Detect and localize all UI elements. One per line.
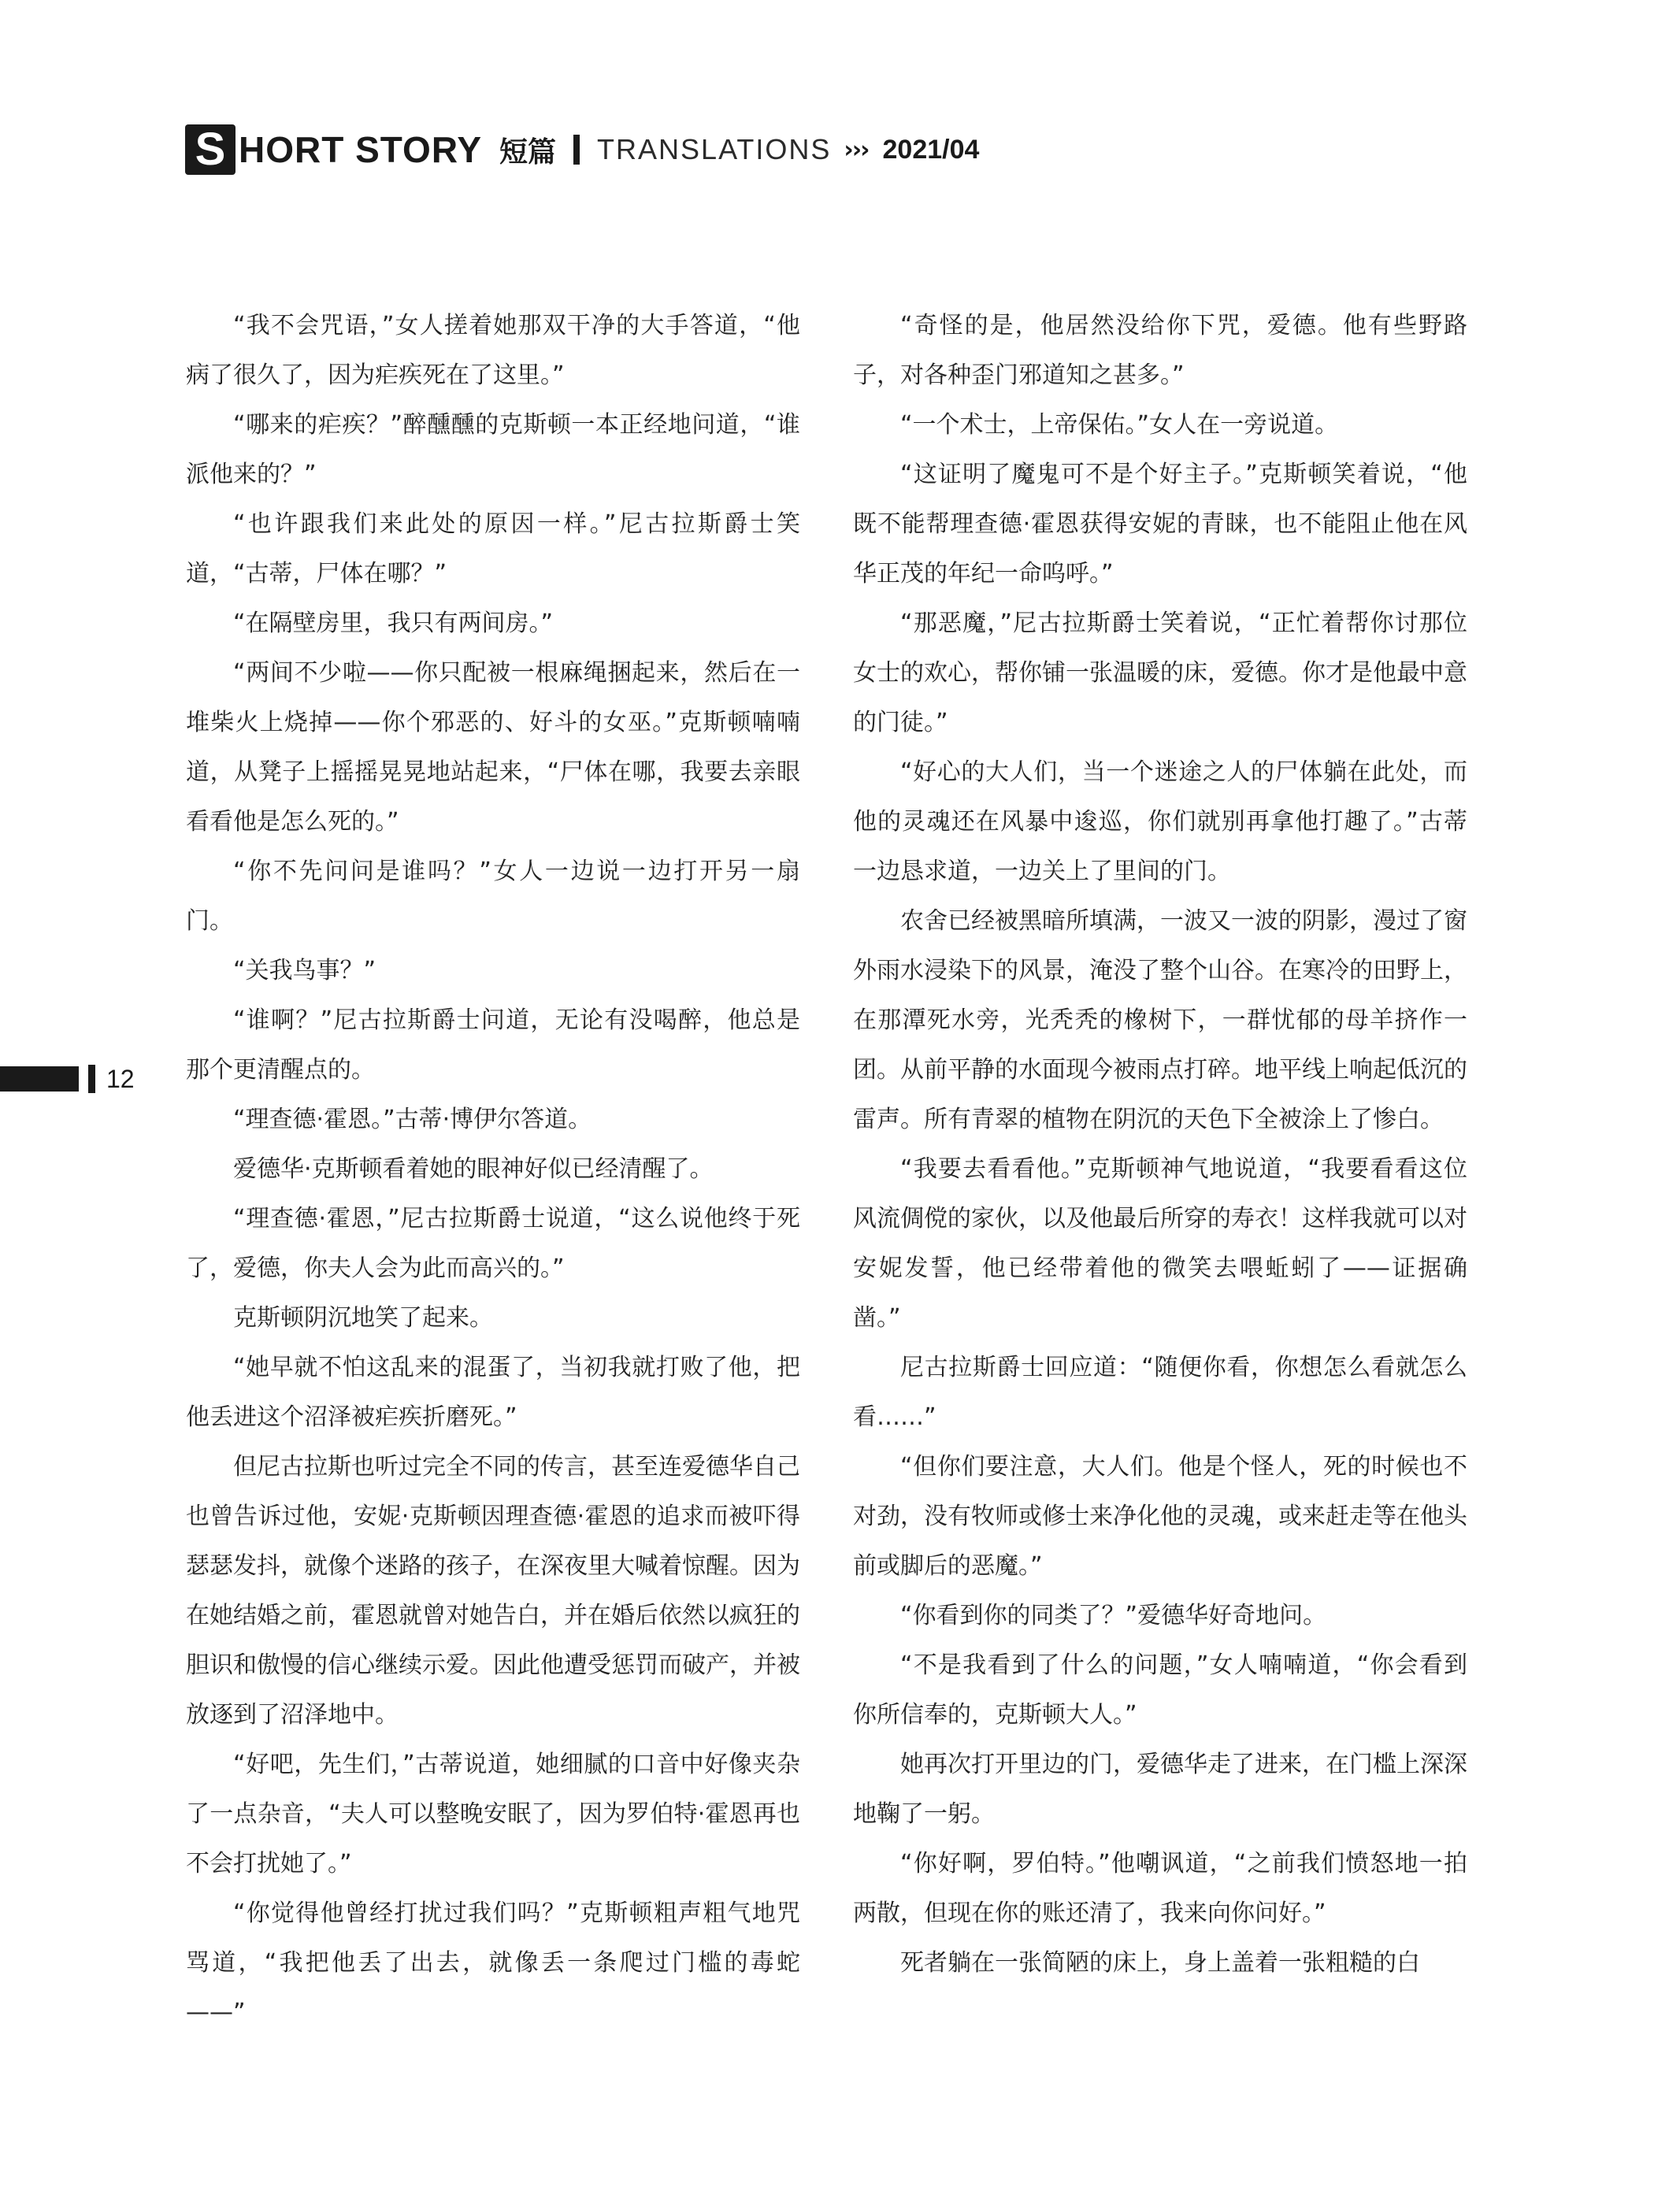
- paragraph: “她早就不怕这乱来的混蛋了，当初我就打败了他，把他丢进这个沼泽被疟疾折磨死。”: [186, 1354, 800, 1431]
- paragraph: “我要去看看他。”克斯顿神气地说道，“我要看看这位风流倜傥的家伙，以及他最后所穿的寿衣！这样我就可以对安妮发誓，他已经带着他的微笑去喂蚯蚓了——证据确凿。”: [853, 1155, 1467, 1332]
- text-column-right: [853, 301, 1467, 1988]
- paragraph: “哪来的疟疾？”醉醺醺的克斯顿一本正经地问道，“谁派他来的？”: [186, 411, 800, 488]
- paragraph: 死者躺在一张简陋的床上，身上盖着一张粗糙的白: [900, 1949, 1420, 1977]
- paragraph: “不是我看到了什么的问题，”女人喃喃道，“你会看到你所信奉的，克斯顿大人。”: [853, 1651, 1467, 1729]
- page-number-marker: [0, 1065, 135, 1093]
- paragraph: “奇怪的是，他居然没给你下咒，爱德。他有些野路子，对各种歪门邪道知之甚多。”: [853, 312, 1467, 389]
- paragraph: “那恶魔，”尼古拉斯爵士笑着说，“正忙着帮你讨那位女士的欢心，帮你铺一张温暖的床，爱德。你才是他最中意的门徒。”: [853, 610, 1467, 736]
- page-number: 12: [106, 1064, 135, 1093]
- paragraph: “两间不少啦——你只配被一根麻绳捆起来，然后在一堆柴火上烧掉——你个邪恶的、好斗的女巫。”克斯顿喃喃道，从凳子上摇摇晃晃地站起来，“尸体在哪，我要去亲眼看看他是怎么死的。”: [186, 659, 800, 836]
- page-marker-band: [0, 1066, 79, 1092]
- paragraph: “你看到你的同类了？”爱德华好奇地问。: [900, 1602, 1327, 1629]
- paragraph: “但你们要注意，大人们。他是个怪人，死的时候也不对劲，没有牧师或修士来净化他的灵魂，或来赶走等在他头前或脚后的恶魔。”: [853, 1453, 1467, 1580]
- paragraph: 但尼古拉斯也听过完全不同的传言，甚至连爱德华自己也曾告诉过他，安妮·克斯顿因理查德·霍恩的追求而被吓得瑟瑟发抖，就像个迷路的孩子，在深夜里大喊着惊醒。因为在她结婚之前，霍恩就曾对她告白，并在婚后依然以疯狂的胆识和傲慢的信心继续示爱。因此他遭受惩罚而破产，并被放逐到了沼泽地中。: [186, 1453, 800, 1729]
- paragraph: “你不先问问是谁吗？”女人一边说一边打开另一扇门。: [186, 858, 800, 935]
- arrows-icon: ›››: [844, 135, 869, 164]
- section-logo-letter: S: [185, 124, 235, 175]
- paragraph: “理查德·霍恩，”尼古拉斯爵士说道，“这么说他终于死了，爱德，你夫人会为此而高兴的。”: [186, 1205, 800, 1282]
- paragraph: 克斯顿阴沉地笑了起来。: [233, 1304, 493, 1332]
- paragraph: “关我鸟事？”: [233, 957, 376, 984]
- text-column-left: [186, 301, 800, 2037]
- paragraph: “你觉得他曾经打扰过我们吗？”克斯顿粗声粗气地咒骂道，“我把他丢了出去，就像丢一条爬过门槛的毒蛇——”: [186, 1900, 800, 2026]
- paragraph: 爱德华·克斯顿看着她的眼神好似已经清醒了。: [233, 1155, 714, 1183]
- paragraph: “好心的大人们，当一个迷途之人的尸体躺在此处，而他的灵魂还在风暴中逡巡，你们就别再拿他打趣了。”古蒂一边恳求道，一边关上了里间的门。: [853, 758, 1467, 885]
- section-logo-text: HORT STORY: [239, 129, 483, 170]
- section-chinese-title: 短篇: [499, 135, 557, 169]
- paragraph: “你好啊，罗伯特。”他嘲讽道，“之前我们愤怒地一拍两散，但现在你的账还清了，我来向你问好。”: [853, 1850, 1467, 1927]
- paragraph: “也许跟我们来此处的原因一样。”尼古拉斯爵士笑道，“古蒂，尸体在哪？”: [186, 510, 800, 587]
- issue-date: 2021/04: [882, 134, 980, 165]
- paragraph: “这证明了魔鬼可不是个好主子。”克斯顿笑着说，“他既不能帮理查德·霍恩获得安妮的青睐，也不能阻止他在风华正茂的年纪一命呜呼。”: [853, 461, 1467, 587]
- paragraph: “好吧，先生们，”古蒂说道，她细腻的口音中好像夹杂了一点杂音，“夫人可以整晚安眠了，因为罗伯特·霍恩再也不会打扰她了。”: [186, 1751, 800, 1877]
- section-category: TRANSLATIONS: [597, 133, 832, 165]
- paragraph: 尼古拉斯爵士回应道：“随便你看，你想怎么看就怎么看……”: [853, 1354, 1467, 1431]
- paragraph: 她再次打开里边的门，爱德华走了进来，在门槛上深深地鞠了一躬。: [853, 1751, 1467, 1828]
- magazine-header: [185, 126, 979, 173]
- page-marker-tick: [88, 1065, 95, 1093]
- paragraph: 农舍已经被黑暗所填满，一波又一波的阴影，漫过了窗外雨水浸染下的风景，淹没了整个山谷。在寒冷的田野上，在那潭死水旁，光秃秃的橡树下，一群忧郁的母羊挤作一团。从前平静的水面现今被雨点打碎。地平线上响起低沉的雷声。所有青翠的植物在阴沉的天色下全被涂上了惨白。: [853, 907, 1467, 1133]
- paragraph: “谁啊？”尼古拉斯爵士问道，无论有没喝醉，他总是那个更清醒点的。: [186, 1006, 800, 1084]
- paragraph: “在隔壁房里，我只有两间房。”: [233, 610, 554, 637]
- header-separator: [573, 135, 580, 165]
- paragraph: “理查德·霍恩。”古蒂·博伊尔答道。: [233, 1106, 592, 1133]
- paragraph: “我不会咒语，”女人搓着她那双干净的大手答道，“他病了很久了，因为疟疾死在了这里。”: [186, 312, 800, 389]
- paragraph: “一个术士，上帝保佑。”女人在一旁说道。: [900, 411, 1339, 439]
